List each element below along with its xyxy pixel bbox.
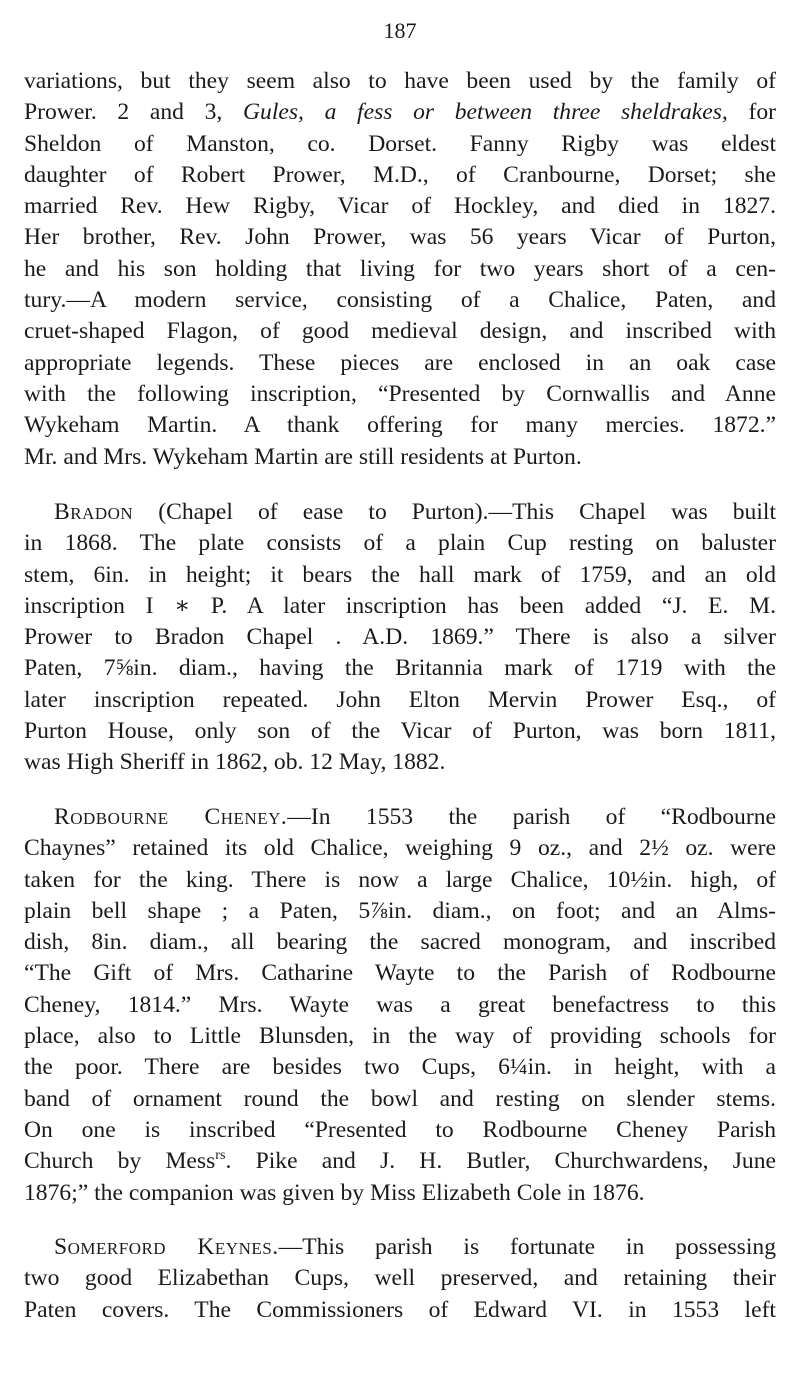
text-line: Wykeham Martin. A thank offering for many mercies. 1872.” bbox=[24, 412, 776, 439]
section-heading: Rodbourne Cheney. bbox=[54, 804, 288, 830]
text-line: Sheldon of Manston, co. Dorset. Fanny Rigby was eldest bbox=[24, 130, 776, 157]
text-line: Mr. and Mrs. Wykeham Martin are still residents at Purton. bbox=[24, 443, 582, 470]
text-segment: (Chapel of ease to Purton).—This Chapel was built bbox=[133, 499, 776, 525]
text-line: dish, 8in. diam., all bearing the sacred monogram, and inscribed bbox=[24, 929, 776, 956]
section-heading: Bradon bbox=[54, 499, 134, 525]
text-segment: —In 1553 the parish of “Rodbourne bbox=[287, 804, 776, 830]
text-line: in 1868. The plate consists of a plain Cup resting on baluster bbox=[24, 530, 776, 557]
text-line: was High Sheriff in 1862, ob. 12 May, 1882. bbox=[24, 749, 446, 776]
section-heading: Somerford Keynes. bbox=[54, 1234, 279, 1260]
text-line: variations, but they seem also to have been used by the family of bbox=[24, 68, 776, 94]
text-line bbox=[24, 1232, 776, 1263]
text-segment: —This parish is fortunate in possessing bbox=[278, 1234, 776, 1260]
text-line: 1876;” the companion was given by Miss Elizabeth Cole in 1876. bbox=[24, 1179, 645, 1206]
text-line: “The Gift of Mrs. Catharine Wayte to the Parish of Rodbourne bbox=[24, 960, 776, 987]
text-line: Her brother, Rev. John Prower, was 56 years Vicar of Purton, bbox=[24, 224, 776, 251]
text-line: plain bell shape ; a Paten, 5⅞in. diam., on foot; and an Alms- bbox=[24, 897, 776, 924]
text-segment: 7⅝in. diam., having the Britannia mark of 1719 with the bbox=[103, 655, 777, 682]
text-segment: Prower. 2 and 3, bbox=[24, 99, 223, 126]
text-line bbox=[24, 1146, 776, 1177]
paragraph-somerford-keynes bbox=[24, 1232, 776, 1326]
text-line: tury.—A modern service, consisting of a Chalice, Paten, and bbox=[24, 287, 776, 314]
text-segment: Church by Mess bbox=[24, 1148, 216, 1175]
paragraph-purton bbox=[24, 66, 776, 473]
text-line bbox=[24, 97, 776, 128]
text-segment: for bbox=[727, 99, 776, 126]
text-line: appropriate legends. These pieces are enclosed in an oak case bbox=[24, 349, 776, 376]
page-number: 187 bbox=[383, 18, 417, 43]
text-line: Purton House, only son of the Vicar of Purton, was born 1811, bbox=[24, 718, 776, 745]
text-line: two good Elizabethan Cups, well preserved, and retaining their bbox=[24, 1265, 776, 1292]
text-line: cruet-shaped Flagon, of good medieval design, and inscribed with bbox=[24, 318, 776, 345]
text-line: Paten covers. The Commissioners of Edward VI. in 1553 left bbox=[24, 1296, 776, 1323]
text-line: place, also to Little Blunsden, in the way of providing schools for bbox=[24, 1023, 776, 1050]
paragraph-rodbourne-cheney bbox=[24, 802, 776, 1209]
text-line: On one is inscribed “Presented to Rodbourne Cheney Parish bbox=[24, 1116, 776, 1143]
text-line bbox=[24, 653, 776, 684]
text-line bbox=[24, 497, 776, 528]
text-segment: Paten, bbox=[24, 655, 104, 682]
text-line: inscription I ∗ P. A later inscription has been added “J. E. M. bbox=[24, 592, 776, 619]
text-line bbox=[24, 802, 776, 833]
text-line: later inscription repeated. John Elton Mervin Prower Esq., of bbox=[24, 686, 776, 713]
text-segment: . Pike and J. H. Butler, Churchwardens, June bbox=[225, 1148, 776, 1175]
text-line: Cheney, 1814.” Mrs. Wayte was a great benefactress to this bbox=[24, 991, 776, 1018]
text-line: married Rev. Hew Rigby, Vicar of Hockley, and died in 1827. bbox=[24, 193, 776, 220]
text-line: with the following inscription, “Presented by Cornwallis and Anne bbox=[24, 380, 776, 407]
text-line: band of ornament round the bowl and resting on slender stems. bbox=[24, 1085, 776, 1112]
text-line: he and his son holding that living for two years short of a cen- bbox=[24, 255, 776, 282]
blazon-italic: Gules, a fess or between three sheldrakes, bbox=[242, 99, 728, 126]
text-line: Chaynes” retained its old Chalice, weighing 9 oz., and 2½ oz. were bbox=[24, 835, 776, 862]
text-line: daughter of Robert Prower, M.D., of Cranbourne, Dorset; she bbox=[24, 161, 776, 188]
text-line: stem, 6in. in height; it bears the hall mark of 1759, and an old bbox=[24, 561, 776, 588]
superscript: rs bbox=[215, 1147, 226, 1164]
text-line: taken for the king. There is now a large Chalice, 10½in. high, of bbox=[24, 866, 776, 893]
paragraph-bradon bbox=[24, 497, 776, 779]
text-line: the poor. There are besides two Cups, 6¼in. in height, with a bbox=[24, 1054, 776, 1081]
text-line: Prower to Bradon Chapel . A.D. 1869.” There is also a silver bbox=[24, 624, 776, 651]
